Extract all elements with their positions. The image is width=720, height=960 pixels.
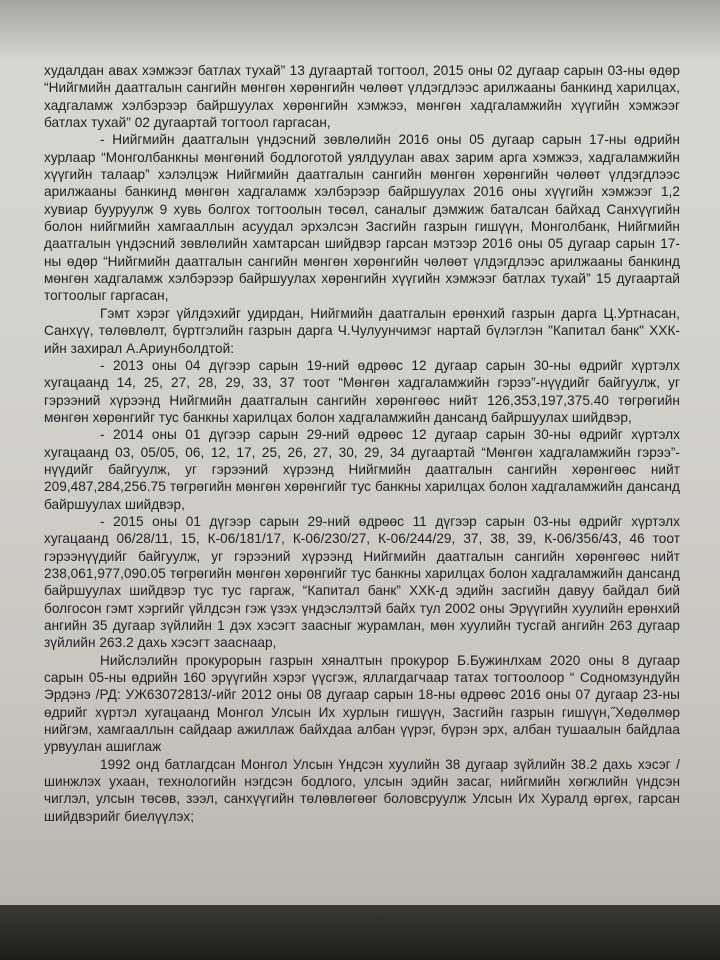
paragraph-2: - Нийгмийн даатгалын үндэсний зөвлөлийн 2016 оны 05 дугаар сарын 17-ны өдрийн хурлаар “Монголбанкны мөнгөний бодлоготой уялдуулан авах зарим арга хэмжээ, хадгаламжийн хүүгийн талаар” хэлэлцэж Нийгмийн даатгалын сангийн мөнгөн хөрөнгийн чөлөөт үлдэгдлээс арилжааны банкинд мөнгөн хадгаламж хэлбэрээр байршуулах 2016 оны хүүгийн хэмжээг 1,2 хувиар бууруулж 9 хувь болгох тогтоолын төсөл, саналыг дэмжиж баталсан байхад Санхүүгийн болон нийгмийн хамгааллын асуудал эрхэлсэн Засгийн газрын гишүүн, Монголбанк, Нийгмийн даатгалын үндэсний зөвлөлийн хамтарсан шийдвэр гарсан мэтээр 2016 оны 05 дугаар сарын 17-ны өдөр “Нийгмийн даатгалын сангийн мөнгөн хөрөнгийн чөлөөт үлдэгдлээс арилжааны банкинд мөнгөн хадгаламж хэлбэрээр байршуулах хөрөнгийн хүүгийн хэмжээг батлах тухай” 15 дугаартай тогтоолыг гаргасан, [44,132,680,304]
paragraph-7: Нийслэлийн прокурорын газрын хяналтын прокурор Б.Бужинлхам 2020 оны 8 дугаар сарын 05-ны өдрийн 160 эрүүгийн хэрэг үүсгэж, яллагдагчаар татах тогтоолоор “ Содномзундуйн Эрдэнэ /РД: УЖ63072813/-ийг 2012 оны 08 дугаар сарын 18-ны өдрөөс 2016 оны 07 дугаар 23-ны өдрийг хүртэл хугацаанд Монгол Улсын Их хурлын гишүүн, Засгийн газрын гишүүн,˝Хөдөлмөр нийгэм, хамгааллын сайдаар ажиллаж байхдаа албан үүрэг, бүрэн эрх, албан тушаалын байдлаа урвуулан ашиглаж [44,652,680,755]
paragraph-1: худалдан авах хэмжээг батлах тухай” 13 дугаартай тогтоол, 2015 оны 02 дугаар сарын 03-ны өдөр “Нийгмийн даатгалын сангийн мөнгөн хөрөнгийн чөлөөт үлдэгдлээс арилжааны банкинд харилцах, хадгаламж хэлбэрээр байршуулах хөрөнгийн хэмжээ, мөнгөн хадгаламжийн хүүгийн хэмжээг батлах тухай” 02 дугаартай тогтоол гаргасан, [44,63,680,131]
page-shadow [0,0,720,60]
paragraph-4: - 2013 оны 04 дүгээр сарын 19-ний өдрөөс 12 дугаар сарын 30-ны өдрийг хүртэлх хугацаанд 14, 25, 27, 28, 29, 33, 37 тоот “Мөнгөн хадгаламжийн гэрээ”-нүүдийг байгуулж, уг гэрээний хүрээнд Нийгмийн даатгалын сангийн хөрөнгөөс нийт 126,353,197,375.40 төгрөгийн мөнгөн хөрөнгийг тус банкны харилцах болон хадгаламжийн дансанд байршуулах шийдвэр, [44,357,680,425]
document-body [44,62,680,825]
paragraph-3: Гэмт хэрэг үйлдэхийг удирдан, Нийгмийн даатгалын ерөнхий газрын дарга Ц.Уртнасан, Санхүү, төлөвлөлт, бүртгэлийн газрын дарга Ч.Чулуунчимэг нартай бүлэглэн "Капитал банк" ХХК-ийн захирал А.Ариунболдтой: [44,305,680,356]
background-surface [0,905,720,960]
paragraph-6: - 2015 оны 01 дүгээр сарын 29-ний өдрөөс 11 дүгээр сарын 03-ны өдрийг хүртэлх хугацаанд 06/28/11, 15, К-06/181/17, К-06/230/27, К-06/244/29, 37, 38, 39, К-06/356/43, 46 тоот гэрээнүүдийг байгуулж, уг гэрээний хүрээнд Нийгмийн даатгалын сангийн хөрөнгөөс нийт 238,061,977,090.05 төгрөгийн мөнгөн хөрөнгийг тус банкны харилцах болон хадгаламжийн дансанд байршуулах шийдвэр тус тус гаргаж, “Капитал банк” ХХК-д эдийн засгийн давуу байдал бий болгосон гэмт хэргийг үйлдсэн гэж үзэх үндэслэлтэй байх тул 2002 оны Эрүүгийн хуулийн ерөнхий ангийн 35 дугаар зүйлийн 1 дэх хэсэгт заасныг журамлан, мөн хуулийн тусгай ангийн 263 дугаар зүйлийн 263.2 дахь хэсэгт зааснаар, [44,513,680,651]
paragraph-5: - 2014 оны 01 дүгээр сарын 29-ний өдрөөс 12 дугаар сарын 30-ны өдрийг хүртэлх хугацаанд 03, 05/05, 06, 12, 17, 25, 26, 27, 30, 29, 34 дугаартай “Мөнгөн хадгаламжийн гэрээ”-нүүдийг байгуулж, уг гэрээний хүрээнд Нийгмийн даатгалын сангийн хөрөнгөөс нийт 209,487,284,256.75 төгрөгийн мөнгөн хөрөнгийг тус банкны харилцах болон хадгаламжийн дансанд байршуулах шийдвэр, [44,427,680,512]
paragraph-8: 1992 онд батлагдсан Монгол Улсын Үндсэн хуулийн 38 дугаар зүйлийн 38.2 дахь хэсэг /шинжлэх ухаан, технологийн нэгдсэн бодлого, улсын эдийн засаг, нийгмийн хөгжлийн үндсэн чиглэл, улсын төсөв, зээл, санхүүгийн төлөвлөгөөг боловсруулж Улсын Их Хуралд өргөх, гарсан шийдвэрийг биелүүлэх; [44,756,680,824]
